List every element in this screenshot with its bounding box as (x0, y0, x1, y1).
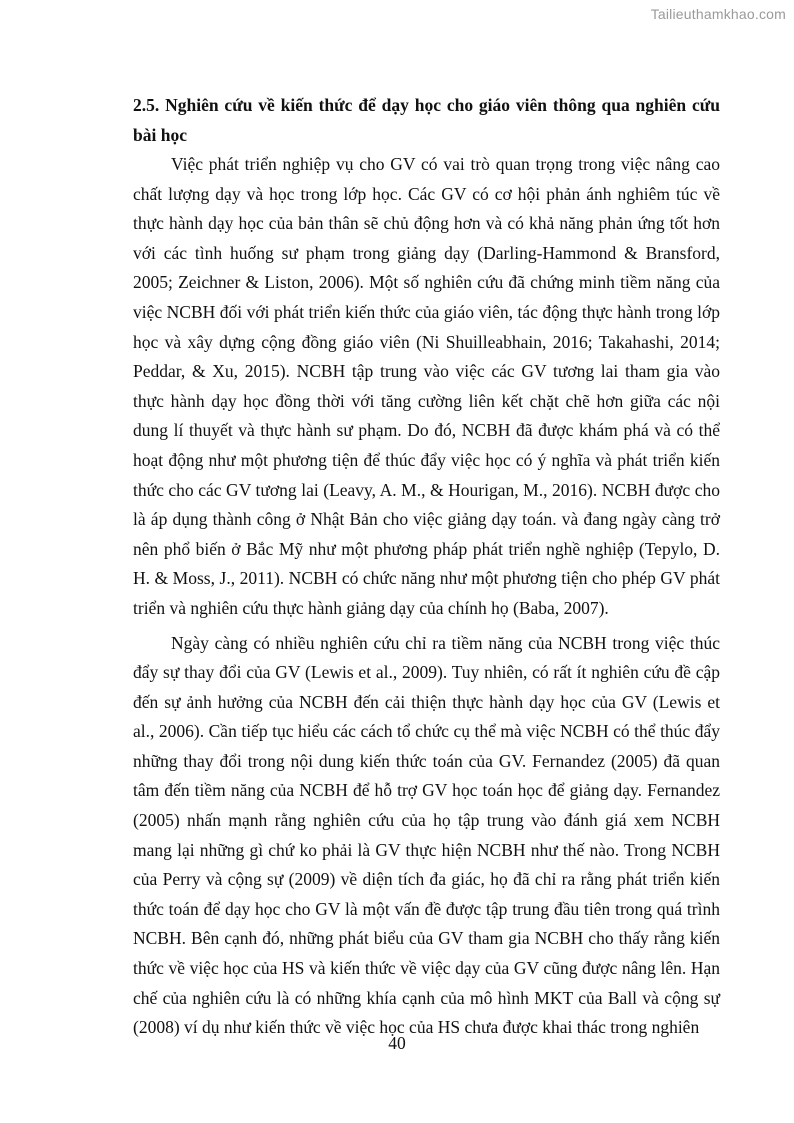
section-heading: 2.5. Nghiên cứu về kiến thức để dạy học cho giáo viên thông qua nghiên cứu bài học (133, 95, 720, 145)
document-body (133, 90, 720, 1048)
watermark-text: Tailieuthamkhao.com (650, 6, 786, 22)
paragraph-1: Việc phát triển nghiệp vụ cho GV có vai trò quan trọng trong việc nâng cao chất lượng dạy và học trong lớp học. Các GV có cơ hội phản ánh nghiêm túc về thực hành dạy học của bản thân sẽ chủ động hơn và có khả năng phản ứng tốt hơn với các tình huống sư phạm trong giảng dạy (Darling-Hammond & Bransford, 2005; Zeichner & Liston, 2006). Một số nghiên cứu đã chứng minh tiềm năng của việc NCBH đối với phát triển kiến thức của giáo viên, tác động thực hành trong lớp học và xây dựng cộng đồng giáo viên (Ni Shuilleabhain, 2016; Takahashi, 2014; Peddar, & Xu, 2015). NCBH tập trung vào việc các GV tương lai tham gia vào thực hành dạy học đồng thời với tăng cường liên kết chặt chẽ hơn giữa các nội dung lí thuyết và thực hành sư phạm. Do đó, NCBH đã được khám phá và có thể hoạt động như một phương tiện để thúc đẩy việc học có ý nghĩa và phát triển kiến thức cho các GV tương lai (Leavy, A. M., & Hourigan, M., 2016). NCBH được cho là áp dụng thành công ở Nhật Bản cho việc giảng dạy toán. và đang ngày càng trở nên phổ biến ở Bắc Mỹ như một phương pháp phát triển nghề nghiệp (Tepylo, D. H. & Moss, J., 2011). NCBH có chức năng như một phương tiện cho phép GV phát triển và nghiên cứu thực hành giảng dạy của chính họ (Baba, 2007). (133, 154, 720, 618)
paragraph-2: Ngày càng có nhiều nghiên cứu chỉ ra tiềm năng của NCBH trong việc thúc đẩy sự thay đổi của GV (Lewis et al., 2009). Tuy nhiên, có rất ít nghiên cứu đề cập đến sự ảnh hưởng của NCBH đến cải thiện thực hành dạy học của GV (Lewis et al., 2006). Cần tiếp tục hiểu các cách tổ chức cụ thể mà việc NCBH có thể thúc đẩy những thay đổi trong nội dung kiến thức toán của GV. Fernandez (2005) đã quan tâm đến tiềm năng của NCBH để hỗ trợ GV học toán học để giảng dạy. Fernandez (2005) nhấn mạnh rằng nghiên cứu của họ tập trung vào đánh giá xem NCBH mang lại những gì chứ ko phải là GV thực hiện NCBH như thế nào. Trong NCBH của Perry và cộng sự (2009) về diện tích đa giác, họ đã chỉ ra rằng phát triển kiến thức toán để dạy học cho GV là một vấn đề được tập trung đầu tiên trong quá trình NCBH. Bên cạnh đó, những phát biểu của GV tham gia NCBH cho thấy rằng kiến thức về việc học của HS và kiến thức về việc dạy của GV cũng được nâng lên. Hạn chế của nghiên cứu là có những khía cạnh của mô hình MKT của Ball và cộng sự (2008) ví dụ như kiến thức về việc học của HS chưa được khai thác trong nghiên (133, 632, 720, 1038)
page-number: 40 (388, 1033, 406, 1053)
